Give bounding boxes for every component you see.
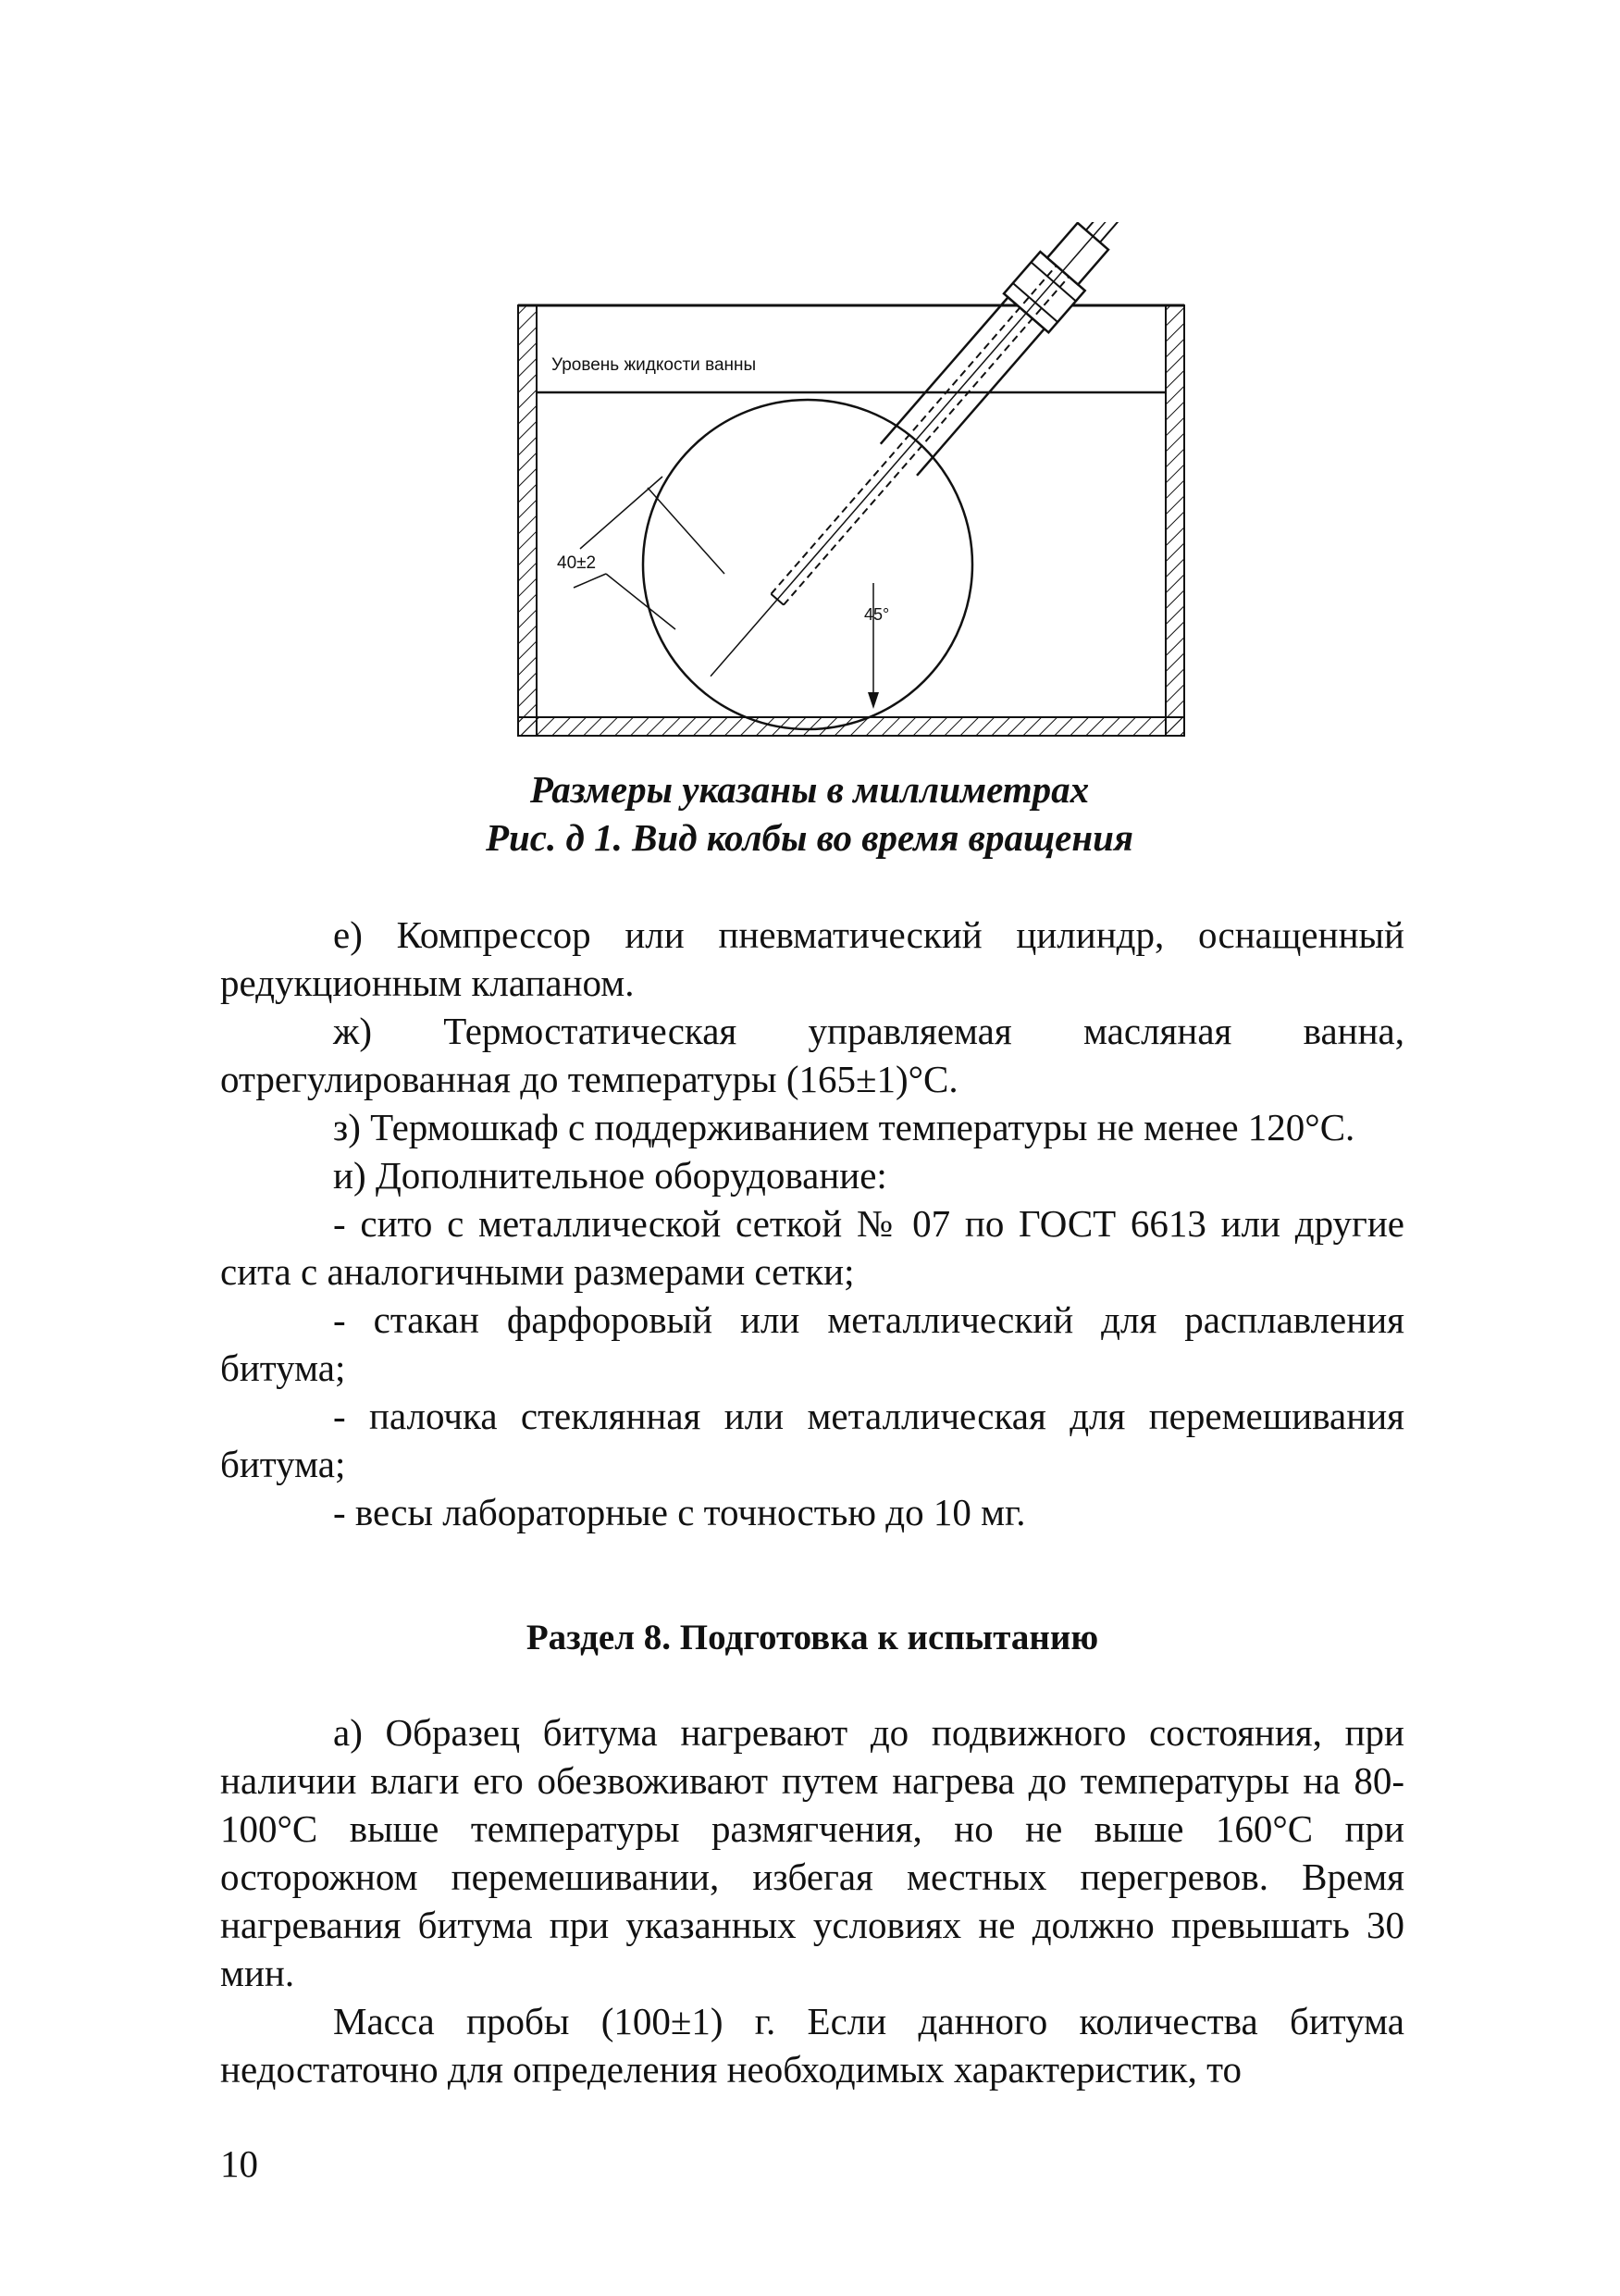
section-paragraph-mass: Масса пробы (100±1) г. Если данного количества битума недостаточно для определения необходимых характеристик, то — [220, 2000, 1404, 2091]
bath-bottom — [518, 717, 1184, 736]
item-zh: ж) Термостатическая управляемая масляная ванна, отрегулированная до температуры (165±1)°С. — [220, 1010, 1404, 1100]
angle-arrowhead — [868, 692, 879, 709]
figure-caption-units: Размеры указаны в миллиметрах — [529, 768, 1090, 811]
equipment-list — [220, 911, 1404, 1536]
bath-right-wall — [1166, 305, 1184, 736]
section-heading: Раздел 8. Подготовка к испытанию — [526, 1618, 1099, 1657]
item-rod: - палочка стеклянная или металлическая для перемешивания битума; — [220, 1395, 1404, 1485]
dimension-label-leader — [574, 574, 606, 588]
item-sieve: - сито с металлической сеткой № 07 по ГОСТ 6613 или другие сита с аналогичными размерами сетки; — [220, 1202, 1404, 1293]
dimension-label: 40±2 — [557, 553, 597, 573]
section-paragraph-a: а) Образец битума нагревают до подвижного состояния, при наличии влаги его обезвоживают путем нагрева до температуры на 80-100°С выше температуры размягчения, но не выше 160°С при осторожном перемешивании, избегая местных перегревов. Время нагревания битума при указанных условиях не должно превышать 30 мин. — [220, 1711, 1404, 1994]
figure-caption-title: Рис. д 1. Вид колбы во время вращения — [485, 816, 1134, 859]
dimension-extension-line — [580, 477, 662, 549]
item-i: и) Дополнительное оборудование: — [333, 1154, 887, 1197]
item-z: з) Термошкаф с поддерживанием температуры не менее 120°С. — [333, 1106, 1355, 1148]
bath-left-wall — [518, 305, 537, 736]
flask-neck-group — [688, 222, 1170, 696]
liquid-level-label: Уровень жидкости ванны — [551, 355, 757, 375]
item-beaker: - стакан фарфоровый или металлический для расплавления битума; — [220, 1298, 1404, 1389]
flask-rotation-figure — [500, 222, 1203, 759]
item-e: е) Компрессор или пневматический цилиндр, оснащенный редукционным клапаном. — [220, 913, 1404, 1004]
item-scales: - весы лабораторные с точностью до 10 мг. — [333, 1491, 1026, 1533]
dimension-line — [648, 488, 724, 574]
flask-diagram — [500, 222, 1203, 759]
dimension-leader — [606, 574, 675, 629]
angle-label: 45° — [864, 605, 890, 624]
page-number: 10 — [220, 2142, 258, 2185]
section-body — [220, 1708, 1404, 2093]
